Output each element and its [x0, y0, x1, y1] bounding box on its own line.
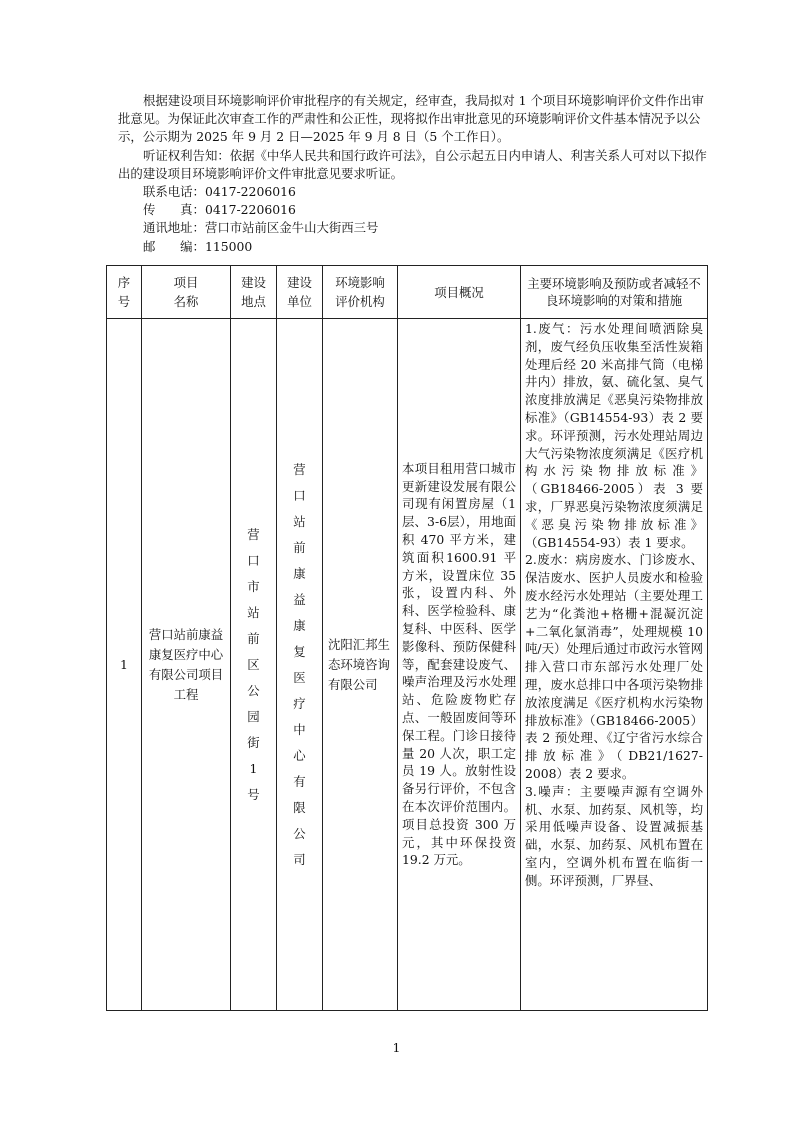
header-agency: 环境影响评价机构: [323, 266, 398, 319]
row-summary: 本项目租用营口城市更新建设发展有限公司现有闲置房屋（1层、3-6层），用地面积 470 平方米，建筑面积1600.91 平方米，设置床位 35 张，设置内科、外科、医学检验科、康复科、中医科、医学影像科、预防保健科等，配套建设废气、噪声治理及污水处理站、危险废物贮存点、一般固废间等环保工程。门诊日接待量 20 人次，职工定员 19 人。放射性设备另行评价，不包含在本次评价范围内。项目总投资 300 万元，其中环保投资 19.2 万元。: [398, 319, 521, 1011]
row-location: 营口市站前区公园街1号: [231, 319, 277, 1011]
row-measures: [521, 319, 708, 1011]
row-project-name: 营口站前康益康复医疗中心有限公司项目工程: [142, 319, 231, 1011]
measure-air: 1.废气：污水处理间喷洒除臭剂，废气经负压收集至活性炭箱处理后经 20 米高排气筒（电梯井内）排放，氨、硫化氢、臭气浓度排放满足《恶臭污染物排放标准》（GB14554-93）表 2 要求。环评预测，污水处理站周边大气污染物浓度须满足《医疗机构水污染物排放标准》（GB18466-2005）表 3 要求，厂界恶臭污染物浓度须满足《恶臭污染物排放标准》（GB14554-93）表 1 要求。: [525, 321, 703, 550]
contact-phone: 联系电话：0417-2206016: [143, 184, 296, 200]
project-table: [106, 265, 708, 1011]
page-number: 1: [392, 1040, 401, 1055]
hearing-notice-paragraph: 听证权利告知：依据《中华人民共和国行政许可法》，自公示起五日内申请人、利害关系人可对以下拟作出的建设项目环境影响评价文件审批意见要求听证。: [118, 147, 707, 181]
measure-water: 2.废水：病房废水、门诊废水、保洁废水、医护人员废水和检验废水经污水处理站（主要处理工艺为“化粪池+格栅+混凝沉淀+二氧化氯消毒”，处理规模 10 吨/天）处理后通过市政污水管网排入营口市东部污水处理厂处理，废水总排口中各项污染物排放浓度满足《医疗机构水污染物排放标准》（GB18466-2005）表 2 预处理、《辽宁省污水综合排放标准》（DB21/1627-2008）表 2 要求。: [525, 552, 703, 781]
contact-postcode: 邮 编：115000: [143, 238, 253, 254]
table-row: [107, 319, 708, 1011]
measure-noise: 3.噪声：主要噪声源有空调外机、水泵、加药泵、风机等，均采用低噪声设备、设置减振基础，水泵、加药泵、风机布置在室内，空调外机布置在临街一侧。环评预测，厂界昼、: [525, 783, 703, 888]
header-no: 序号: [107, 266, 142, 319]
contact-address: 通讯地址：营口市站前区金牛山大街西三号: [143, 220, 379, 236]
header-summary: 项目概况: [398, 266, 521, 319]
header-location: 建设地点: [231, 266, 277, 319]
header-measures: 主要环境影响及预防或者减轻不良环境影响的对策和措施: [521, 266, 708, 319]
contact-fax: 传 真：0417-2206016: [143, 202, 296, 218]
intro-paragraph: 根据建设项目环境影响评价审批程序的有关规定，经审查，我局拟对 1 个项目环境影响评价文件作出审批意见。为保证此次审查工作的严肃性和公正性，现将拟作出审批意见的环境影响评价文件基本情况予以公示，公示期为 2025 年 9 月 2 日—2025 年 9 月 8 日（5 个工作日）。: [118, 93, 704, 145]
announcement-intro: [118, 92, 708, 256]
row-agency: 沈阳汇邦生态环境咨询有限公司: [323, 319, 398, 1011]
header-name: 项目名称: [142, 266, 231, 319]
table-header-row: [107, 266, 708, 319]
header-unit: 建设单位: [277, 266, 323, 319]
row-no: 1: [107, 319, 142, 1011]
row-unit: 营口站前康益康复医疗中心有限公司: [277, 319, 323, 1011]
